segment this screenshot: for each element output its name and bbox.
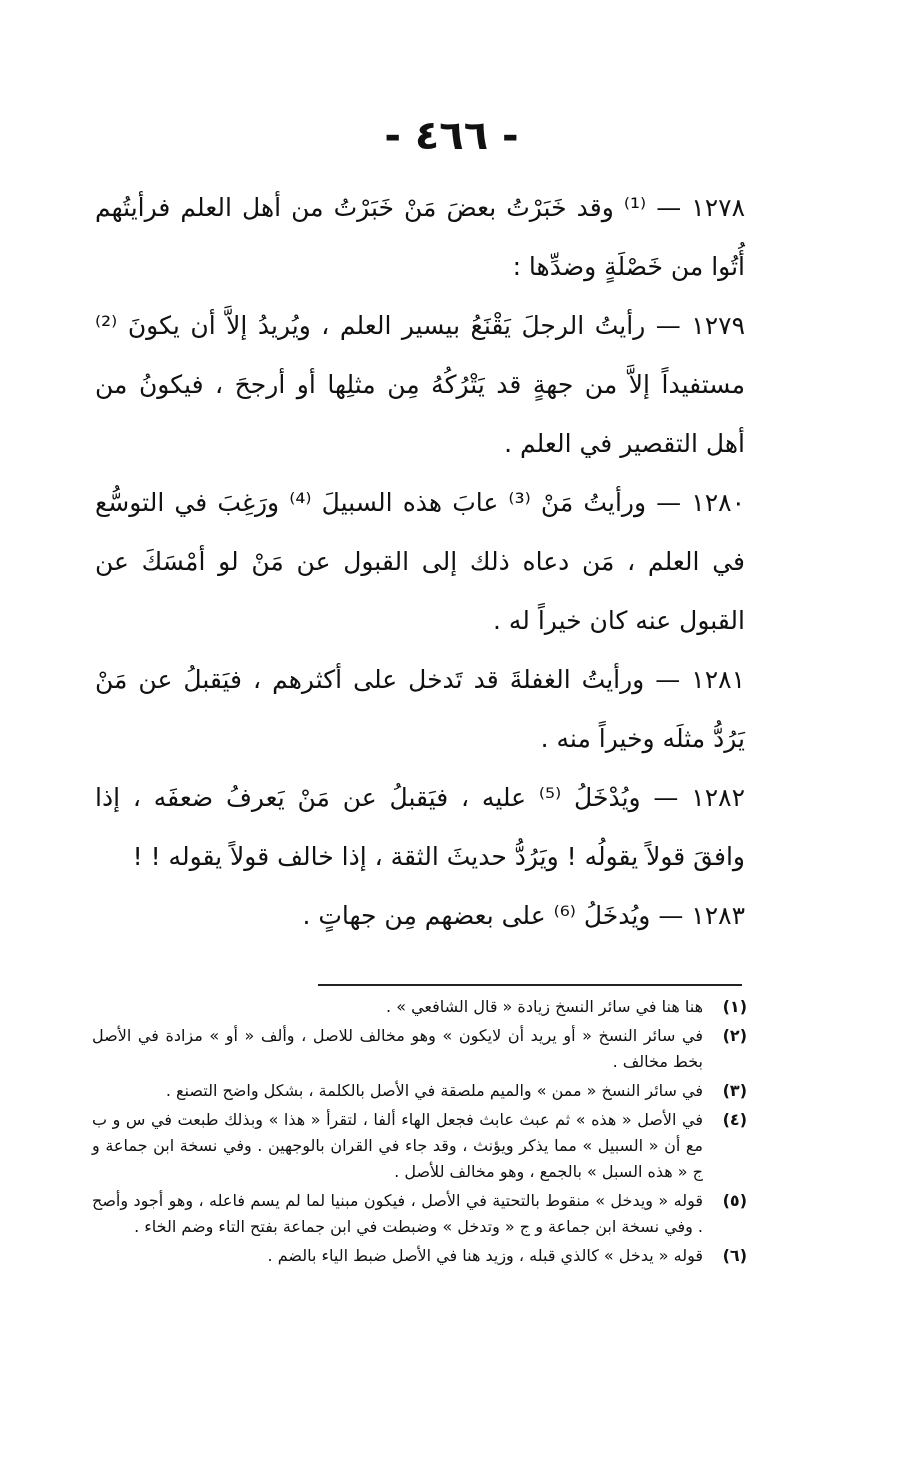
footnote-6	[92, 1243, 747, 1269]
footnote-text: في سائر النسخ « ممن » والميم ملصقة في الأصل بالكلمة ، بشكل واضح التصنع .	[165, 1081, 703, 1100]
footnote-text: قوله « يدخل » كالذي قبله ، وزيد هنا في الأصل ضبط الياء بالضم .	[267, 1246, 703, 1265]
main-text-body	[95, 178, 745, 945]
footnote-text: في الأصل « هذه » ثم عبث عابث فجعل الهاء ألفا ، لتقرأ « هذا » وبذلك طبعت في س و ب مع أن « السبيل » مما يذكر ويؤنث ، وقد جاء في القران بالوجهين . وفي نسخة ابن جماعة و ج « هذه السبل » بالجمع ، وهو مخالف للأصل .	[92, 1110, 703, 1181]
footnote-number: (٤)	[722, 1110, 747, 1129]
footnote-number: (٣)	[722, 1081, 747, 1100]
footnote-text: قوله « ويدخل » منقوط بالتحتية في الأصل ، فيكون مبنيا لما لم يسم فاعله ، وهو أجود وأصح . وفي نسخة ابن جماعة و ج « وتدخل » وضبطت في ابن جماعة بفتح التاء وضم الخاء .	[92, 1191, 703, 1236]
footnote-5	[92, 1188, 747, 1240]
paragraph-1283: ١٢٨٣ — ويُدخَلُ ⁽⁶⁾ على بعضهم مِن جهاتٍ .	[302, 901, 745, 930]
paragraph-1282: ١٢٨٢ — ويُدْخَلُ ⁽⁵⁾ عليه ، فيَقبلُ عن مَنْ يَعرفُ ضعفَه ، إذا وافقَ قولاً يقولُه ! ويَرُدُّ حديثَ الثقة ، إذا خالف قولاً يقوله ! !	[95, 783, 745, 871]
paragraph-1281: ١٢٨١ — ورأيتُ الغفلةَ قد تَدخل على أكثرهم ، فيَقبلُ عن مَنْ يَرُدُّ مثلَه وخيراً منه .	[95, 665, 745, 753]
footnote-1	[92, 994, 747, 1020]
footnotes-section	[92, 994, 747, 1272]
page-number: - ٤٦٦ -	[384, 113, 519, 159]
footnote-3	[92, 1078, 747, 1104]
footnote-4	[92, 1107, 747, 1185]
footnote-text: هنا هنا في سائر النسخ زيادة « قال الشافعي » .	[386, 997, 703, 1016]
paragraph-1279: ١٢٧٩ — رأيتُ الرجلَ يَقْنَعُ بيسير العلم ، ويُريدُ إلاَّ أن يكونَ ⁽²⁾ مستفيداً إلاَّ من جهةٍ قد يَتْرُكُهُ مِن مثلِها أو أرجحَ ، فيكونُ من أهل التقصير في العلم .	[95, 311, 745, 458]
footnote-separator	[318, 984, 742, 986]
footnote-2	[92, 1023, 747, 1075]
paragraph-1280: ١٢٨٠ — ورأيتُ مَنْ ⁽³⁾ عابَ هذه السبيلَ ⁽⁴⁾ ورَغِبَ في التوسُّع في العلم ، مَن دعاه ذلك إلى القبول عن مَنْ لو أمْسَكَ عن القبول عنه كان خيراً له .	[95, 488, 746, 635]
footnote-number: (١)	[722, 997, 747, 1016]
footnote-text: في سائر النسخ « أو يريد أن لايكون » وهو مخالف للاصل ، وألف « أو » مزادة في الأصل بخط مخالف .	[92, 1026, 703, 1071]
paragraph-1278: ١٢٧٨ — ⁽¹⁾ وقد خَبَرْتُ بعضَ مَنْ خَبَرْتُ من أهل العلم فرأيتُهم أُتُوا من خَصْلَةٍ وضدِّها :	[95, 193, 745, 281]
footnote-number: (٦)	[722, 1246, 747, 1265]
footnote-number: (٢)	[722, 1026, 747, 1045]
footnote-number: (٥)	[722, 1191, 747, 1210]
